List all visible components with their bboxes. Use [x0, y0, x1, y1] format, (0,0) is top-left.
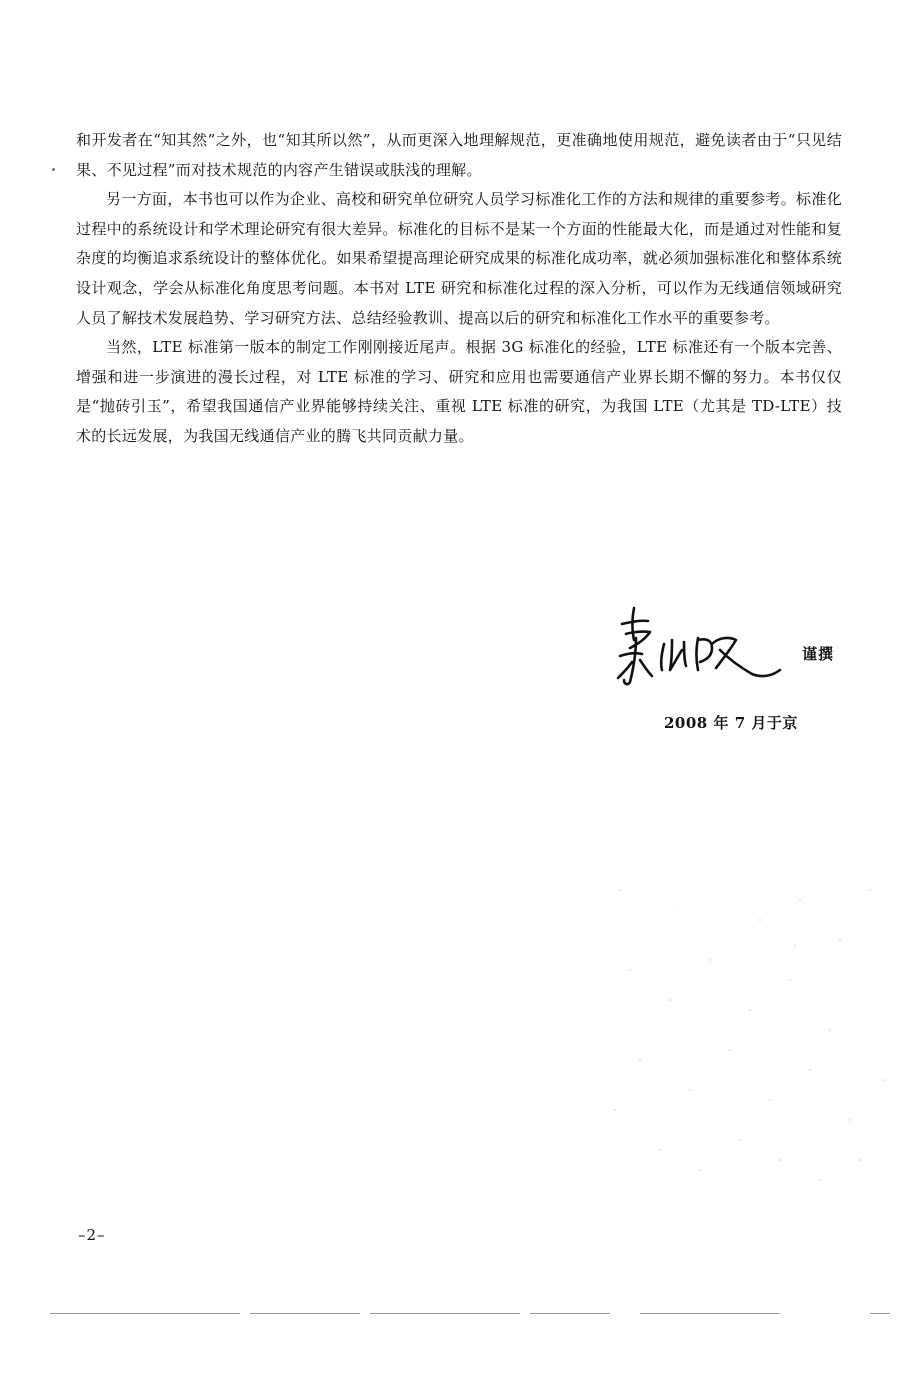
bottom-rule-segment — [250, 1313, 360, 1314]
body-text — [76, 126, 842, 452]
date-line: 2008 年 7 月于京 — [664, 714, 798, 732]
bottom-rule-segment — [370, 1313, 520, 1314]
bottom-rule-segment — [870, 1313, 890, 1314]
handwritten-signature — [612, 604, 792, 694]
bottom-rule-segment — [640, 1313, 780, 1314]
bottom-rule-segment — [530, 1313, 610, 1314]
scan-speck — [52, 168, 55, 171]
signature-suffix: 谨撰 — [802, 645, 835, 663]
bottom-rule-segment — [50, 1313, 240, 1314]
page-number: –2– — [78, 1226, 106, 1244]
paragraph-3: 当然，LTE 标准第一版本的制定工作刚刚接近尾声。根据 3G 标准化的经验，LTE 标准还有一个版本完善、增强和进一步演进的漫长过程，对 LTE 标准的学习、研究和应用也需要通信产业界长期不懈的努力。本书仅仅是“抛砖引玉”，希望我国通信产业界能够持续关注、重视 LTE 标准的研究，为我国 LTE（尤其是 TD-LTE）技术的长远发展，为我国无线通信产业的腾飞共同贡献力量。 — [76, 338, 842, 445]
scan-noise — [600, 860, 900, 1190]
paragraph-1: 和开发者在“知其然”之外，也“知其所以然”，从而更深入地理解规范，更准确地使用规范，避免读者由于“只见结果、不见过程”而对技术规范的内容产生错误或肤浅的理解。 — [76, 131, 842, 179]
paragraph-2: 另一方面，本书也可以作为企业、高校和研究单位研究人员学习标准化工作的方法和规律的重要参考。标准化过程中的系统设计和学术理论研究有很大差异。标准化的目标不是某一个方面的性能最大化，而是通过对性能和复杂度的均衡追求系统设计的整体优化。如果希望提高理论研究成果的标准化成功率，就必须加强标准化和整体系统设计观念，学会从标准化角度思考问题。本书对 LTE 研究和标准化过程的深入分析，可以作为无线通信领域研究人员了解技术发展趋势、学习研究方法、总结经验教训、提高以后的研究和标准化工作水平的重要参考。 — [76, 190, 842, 327]
